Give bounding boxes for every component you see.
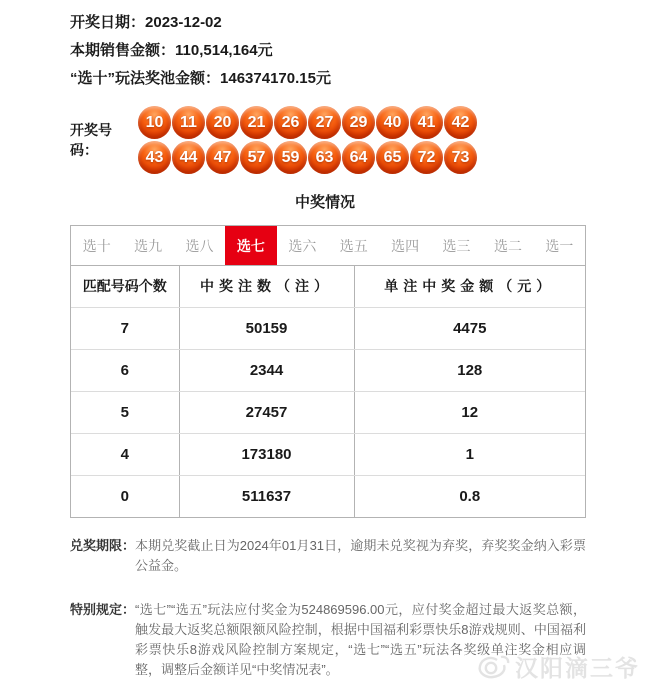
lottery-ball: 47 bbox=[206, 141, 239, 174]
special-rules-label: 特别规定： bbox=[70, 602, 136, 617]
lottery-ball: 63 bbox=[308, 141, 341, 174]
prize-table-cell: 12 bbox=[354, 391, 585, 433]
prize-table-cell: 4475 bbox=[354, 307, 585, 349]
lottery-ball: 65 bbox=[376, 141, 409, 174]
ball-rows bbox=[138, 106, 477, 174]
prize-table-cell: 128 bbox=[354, 349, 585, 391]
lottery-ball: 20 bbox=[206, 106, 239, 139]
watermark-text: 汉阳滴三爷 bbox=[515, 655, 640, 681]
play-type-tab-4-selected[interactable]: 选七 bbox=[225, 226, 276, 265]
prize-table-cell: 7 bbox=[71, 307, 179, 349]
play-type-tab-9[interactable]: 选二 bbox=[493, 237, 522, 254]
redeem-deadline-label: 兑奖期限： bbox=[70, 538, 136, 553]
special-rules-text: “选七”“选五”玩法应付奖金为524869596.00元，应付奖金超过最大返奖总额，触发最大返奖总额限额风险控制，根据中国福利彩票快乐8游戏规则、中国福利彩票快乐8游戏风险控制方案规定，“选七”“选五”玩法各奖级单注奖金相应调整，调整后金额详见“中奖情况表”。 bbox=[135, 602, 586, 677]
prize-table-row bbox=[71, 307, 585, 349]
prize-table-cell: 27457 bbox=[179, 391, 354, 433]
prize-table bbox=[71, 266, 585, 517]
prize-table-header: 匹配号码个数 bbox=[71, 266, 179, 307]
lottery-ball: 26 bbox=[274, 106, 307, 139]
prize-table-cell: 4 bbox=[71, 433, 179, 475]
pool-label: “选十”玩法奖池金额： bbox=[70, 70, 221, 87]
prize-table-header: 中奖注数（注） bbox=[179, 266, 354, 307]
prize-table-cell: 1 bbox=[354, 433, 585, 475]
lottery-ball: 59 bbox=[274, 141, 307, 174]
prize-table-cell: 0.8 bbox=[354, 475, 585, 517]
winning-numbers-section bbox=[70, 106, 650, 174]
lottery-ball: 42 bbox=[444, 106, 477, 139]
draw-info bbox=[0, 0, 650, 93]
lottery-ball: 41 bbox=[410, 106, 443, 139]
prize-table-row bbox=[71, 475, 585, 517]
lottery-ball: 43 bbox=[138, 141, 171, 174]
prize-table-row bbox=[71, 391, 585, 433]
ball-row-1 bbox=[138, 106, 477, 139]
sales-label: 本期销售金额： bbox=[70, 42, 176, 59]
redeem-deadline-note bbox=[70, 536, 586, 576]
sales-line bbox=[70, 37, 650, 65]
prize-table-cell: 0 bbox=[120, 487, 129, 505]
play-type-tab-3[interactable]: 选八 bbox=[185, 237, 214, 254]
draw-date-value: 2023-12-02 bbox=[145, 14, 222, 31]
play-type-tab-6[interactable]: 选五 bbox=[339, 237, 368, 254]
pool-value: 146374170.15元 bbox=[220, 70, 331, 87]
pool-line bbox=[70, 65, 650, 93]
prize-table-container bbox=[70, 225, 586, 518]
prize-table-row bbox=[71, 349, 585, 391]
prize-table-header: 单注中奖金额（元） bbox=[354, 266, 585, 307]
lottery-ball: 72 bbox=[410, 141, 443, 174]
play-type-tab-8[interactable]: 选三 bbox=[442, 237, 471, 254]
lottery-ball: 21 bbox=[240, 106, 273, 139]
lottery-ball: 73 bbox=[444, 141, 477, 174]
play-type-tab-2[interactable]: 选九 bbox=[134, 237, 163, 254]
prize-table-row bbox=[71, 433, 585, 475]
prize-table-header-row bbox=[71, 266, 585, 307]
sales-value: 110,514,164元 bbox=[175, 42, 273, 59]
play-type-tab-5[interactable]: 选六 bbox=[288, 237, 317, 254]
prize-table-cell: 173180 bbox=[179, 433, 354, 475]
lottery-ball: 10 bbox=[138, 106, 171, 139]
play-type-tabs bbox=[71, 226, 585, 266]
prize-table-cell: 6 bbox=[71, 349, 179, 391]
winning-numbers-label: 开奖号码： bbox=[70, 122, 112, 158]
ball-row-2 bbox=[138, 141, 477, 174]
play-type-tab-10[interactable]: 选一 bbox=[545, 237, 574, 254]
lottery-ball: 64 bbox=[342, 141, 375, 174]
lottery-ball: 29 bbox=[342, 106, 375, 139]
section-title: 中奖情况 bbox=[294, 194, 355, 211]
prize-table-cell: 5 bbox=[71, 391, 179, 433]
play-type-tab-1[interactable]: 选十 bbox=[82, 237, 111, 254]
lottery-ball: 44 bbox=[172, 141, 205, 174]
lottery-ball: 57 bbox=[240, 141, 273, 174]
prize-table-cell: 50159 bbox=[179, 307, 354, 349]
prize-table-cell: 511637 bbox=[179, 475, 354, 517]
draw-date-line bbox=[70, 9, 650, 37]
play-type-tab-7[interactable]: 选四 bbox=[391, 237, 420, 254]
special-rules-note bbox=[70, 600, 586, 680]
draw-date-label: 开奖日期： bbox=[70, 14, 146, 31]
lottery-ball: 11 bbox=[172, 106, 205, 139]
lottery-ball: 27 bbox=[308, 106, 341, 139]
lottery-ball: 40 bbox=[376, 106, 409, 139]
redeem-deadline-text: 本期兑奖截止日为2024年01月31日，逾期未兑奖视为弃奖，弃奖奖金纳入彩票公益金。 bbox=[135, 538, 586, 573]
prize-table-body bbox=[71, 307, 585, 517]
prize-table-cell: 2344 bbox=[179, 349, 354, 391]
